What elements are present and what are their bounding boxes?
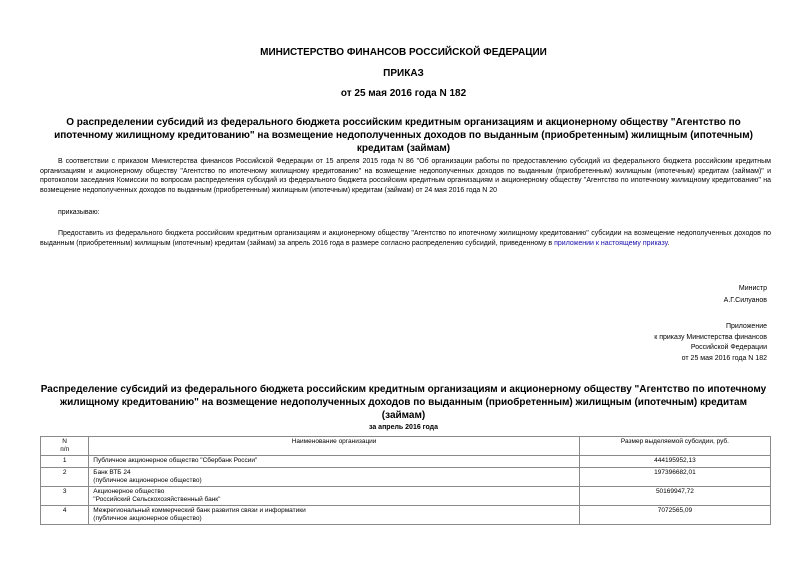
appendix-note-line: Приложение xyxy=(725,323,767,330)
row-amount: 50169947,72 xyxy=(579,487,770,506)
order-title: О распределении субсидий из федерального бюджета российским кредитным организациям и акционерному обществу "Агентство по ипотечному жилищному кредитованию" на возмещение недополученных доходов по выданным (приобретенным) жилищным (ипотечным) кредитам (займам) xyxy=(54,117,753,154)
row-num: 3 xyxy=(41,487,89,506)
row-amount: 7072565,09 xyxy=(579,506,770,525)
header-organization: Наименование организации xyxy=(89,437,580,456)
row-organization: Акционерное общество "Российский Сельскохозяйственный банк" xyxy=(89,487,580,506)
signature-block xyxy=(724,283,767,307)
row-organization: Публичное акционерное общество "Сбербанк России" xyxy=(89,456,580,468)
appendix-note-line: Российской Федерации xyxy=(690,344,767,351)
order-date: от 25 мая 2016 года N 182 xyxy=(340,88,467,99)
header-amount: Размер выделяемой субсидии, руб. xyxy=(579,437,770,456)
table-row xyxy=(41,456,771,468)
table-row xyxy=(41,506,771,525)
distribution-period: за апрель 2016 года xyxy=(368,424,439,431)
row-amount: 444195952,13 xyxy=(579,456,770,468)
appendix-note-line: к приказу Министерства финансов xyxy=(654,333,767,341)
row-organization: Банк ВТБ 24 (публичное акционерное общество) xyxy=(89,468,580,487)
order-paragraph xyxy=(40,229,771,249)
order-paragraph-end: . xyxy=(667,240,670,247)
row-num: 2 xyxy=(41,468,89,487)
appendix-link[interactable]: приложении к настоящему приказу xyxy=(554,240,668,247)
table-row xyxy=(41,487,771,506)
signatory-position: Министр xyxy=(738,285,767,292)
preamble-paragraph: В соответствии с приказом Министерства финансов Российской Федерации от 15 апреля 2015 года N 86 "Об организации работы по предоставлению субсидий из федерального бюджета российским кредитным организациям и акционерному обществу "Агентство по ипотечному жилищному кредитованию" на возмещение недополученных доходов по выданным (приобретенным) жилищным (ипотечным) кредитам (займам)" и протоколом заседания Комиссии по вопросам распределения субсидий из федерального бюджета российским кредитным организациям и акционерному обществу "Агентство по ипотечному жилищному кредитованию" на возмещение недополученных доходов по выданным (приобретенным) жилищным (ипотечным) кредитам (займам) от 24 мая 2016 года N 20 xyxy=(40,158,771,194)
row-organization: Межрегиональный коммерческий банк развития связи и информатики (публичное акционерное общество) xyxy=(89,506,580,525)
signatory-name: А.Г.Силуанов xyxy=(723,297,767,304)
table-header-row xyxy=(41,437,771,456)
distribution-title: Распределение субсидий из федерального бюджета российским кредитным организациям и акционерному обществу "Агентство по ипотечному жилищному кредитованию" на возмещение недополученных доходов по выданным (приобретенным) жилищным (ипотечным) кредитам (займам) xyxy=(40,384,767,421)
order-paragraph-text: Предоставить из федерального бюджета российским кредитным организациям и акционерному обществу "Агентство по ипотечному жилищному кредитованию" субсидии на возмещение недополученных доходов по выданным (приобретенным) жилищным (ипотечным) кредитам (займам) за апрель 2016 года в размере согласно распределению субсидий, приведенному в xyxy=(40,230,771,247)
order-verb: приказываю: xyxy=(58,209,100,216)
appendix-note-line: от 25 мая 2016 года N 182 xyxy=(681,354,767,362)
row-num: 4 xyxy=(41,506,89,525)
subsidy-table xyxy=(40,436,771,525)
header-num: N п/п xyxy=(41,437,89,456)
document-type: ПРИКАЗ xyxy=(383,68,424,79)
ministry-heading: МИНИСТЕРСТВО ФИНАНСОВ РОССИЙСКОЙ ФЕДЕРАЦИИ xyxy=(260,47,547,58)
table-row xyxy=(41,468,771,487)
row-num: 1 xyxy=(41,456,89,468)
appendix-note xyxy=(654,322,767,364)
row-amount: 197396682,01 xyxy=(579,468,770,487)
